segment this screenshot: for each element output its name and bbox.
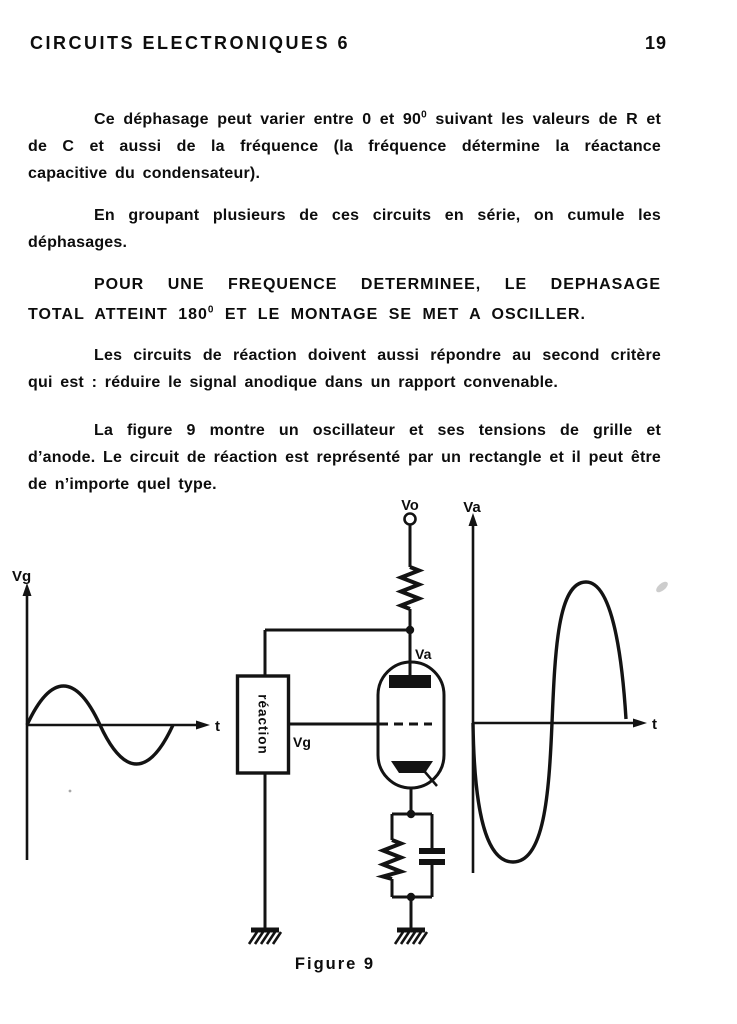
va-axis-label: Va bbox=[463, 499, 481, 516]
p3-superscript-degree: 0 bbox=[207, 304, 215, 316]
paragraph-frequence-determinee bbox=[28, 270, 661, 330]
t-axis-left-arrow-icon bbox=[196, 721, 210, 730]
vg-axis-label: Vg bbox=[12, 568, 32, 585]
paragraph-figure9-intro: La figure 9 montre un oscillateur et ses tensions de grille et d’anode. Le circuit de réaction est représenté par un rectangle et il peut être de n’importe quel type. bbox=[28, 422, 661, 493]
paragraph-groupant: En groupant plusieurs de ces circuits en série, on cumule les déphasages. bbox=[28, 207, 661, 251]
t-left-label: t bbox=[215, 718, 220, 735]
p1-superscript-degree: 0 bbox=[421, 109, 427, 121]
p3-text-pre: POUR UNE FREQUENCE DETERMINEE, LE DEPHASAGE TOTAL ATTEINT 180 bbox=[28, 276, 661, 323]
triode-tube bbox=[378, 662, 444, 814]
page-header bbox=[30, 33, 667, 54]
vg-wire-label: Vg bbox=[293, 734, 311, 750]
ground-symbol-right bbox=[395, 930, 427, 944]
figure-caption: Figure 9 bbox=[294, 955, 376, 973]
capacitor-plate-top bbox=[419, 848, 445, 854]
paragraph-dephasage bbox=[28, 106, 661, 187]
paragraph-circuits-reaction: Les circuits de réaction doivent aussi répondre au second critère qui est : réduire le signal anodique dans un rapport convenable. bbox=[28, 347, 661, 391]
reaction-box-label: réaction bbox=[255, 694, 271, 755]
cathode-rc-network bbox=[383, 810, 445, 928]
grid-voltage-graph bbox=[23, 583, 211, 860]
scan-smudge bbox=[654, 580, 669, 594]
page-number: 19 bbox=[644, 33, 667, 53]
vo-terminal-circle bbox=[405, 514, 416, 525]
anode-voltage-graph bbox=[469, 513, 648, 873]
ground-symbol-left bbox=[249, 930, 281, 944]
t-right-label: t bbox=[652, 716, 657, 733]
anode-plate bbox=[389, 675, 431, 688]
vo-terminal-label: Vo bbox=[401, 498, 419, 514]
t-axis-right-arrow-icon bbox=[633, 719, 647, 728]
p1-text-pre: Ce déphasage peut varier entre 0 et 90 bbox=[94, 111, 422, 128]
header-title: CIRCUITS ELECTRONIQUES 6 bbox=[30, 33, 351, 53]
cathode-plate bbox=[391, 761, 433, 773]
cathode-resistor bbox=[383, 840, 401, 879]
p3-text-post: ET LE MONTAGE SE MET A OSCILLER. bbox=[214, 306, 586, 323]
scan-speck bbox=[69, 790, 72, 793]
va-node-label: Va bbox=[415, 646, 432, 662]
p1-text-post: suivant les valeurs de R et de C et aussi de la fréquence (la fréquence détermine la réactance capacitive du condensateur). bbox=[28, 111, 662, 182]
capacitor-plate-bottom bbox=[419, 859, 445, 865]
anode-resistor bbox=[401, 567, 419, 609]
figure-9 bbox=[0, 495, 737, 1000]
